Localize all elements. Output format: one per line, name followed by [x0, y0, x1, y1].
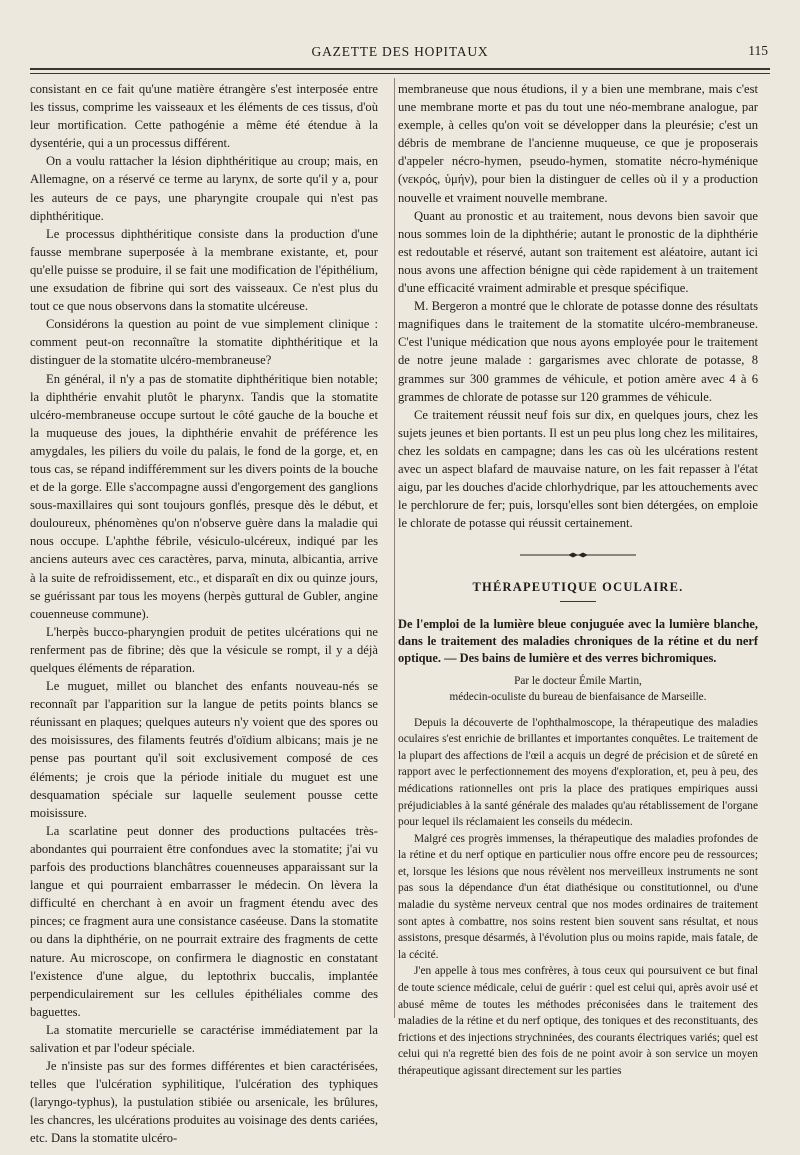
section-divider-ornament [398, 546, 758, 564]
running-title: GAZETTE DES HOPITAUX [311, 44, 489, 59]
paragraph: Malgré ces progrès immenses, la thérapeutique des maladies profondes de la rétine et du nerf optique en particulier nous offre encore peu de ressources; et, lorsque les lésions que nous révèlent nos merveilleux instruments ne sont pas sous la dépendance d'un état diathésique ou constitutionnel, ou d'une maladie du système nerveux central que nos modes ordinaires de traitement sont aptes à combattre, nos soins restent bien souvent sans résultat, et nous assistons, presque désarmés, à l'évolution plus ou moins rapide, mais fatale, de la cécité. [398, 832, 758, 961]
paragraph: Le processus diphthéritique consiste dans la production d'une fausse membrane superposée à la membrane existante, et, pour qu'elle puisse se produire, il se fait une modification de l'épithélium, une exsudation de fibrine qui sort des vaisseaux. Ce n'est plus du tout ce que nous observons dans la stomatite ulcéreuse. [30, 226, 378, 314]
section-rule [560, 601, 596, 602]
section-title: THÉRAPEUTIQUE OCULAIRE. [472, 580, 684, 595]
paragraph: membraneuse que nous étudions, il y a bien une membrane, mais c'est une membrane morte et pas du tout une néo-membrane analogue, par exemple, à celles qu'on voit se développer dans la pleurésie; c'est un débris de membrane de l'ancienne muqueuse, ce que je proposerais d'appeler nécro-hymen, pseudo-hymen, stomatite nécro-hyménique (νεκρός, ὑμήν), pour bien la distinguer de celles où il y a production nouvelle et vraiment nouvelle membrane. [398, 82, 758, 205]
paragraph: La stomatite mercurielle se caractérise immédiatement par la salivation et par l'odeur spéciale. [30, 1022, 378, 1055]
paragraph: consistant en ce fait qu'une matière étrangère s'est interposée entre les tissus, comprime les vaisseaux et les éléments de ces tissus, d'où leur mortification. Cette pathogénie a même été étendue à la dysentérie, qui a un processus différent. [30, 82, 378, 151]
paragraph: Le muguet, millet ou blanchet des enfants nouveau-nés se reconnaît par l'apparition sur la langue de petits points blancs se réunissant en plaques; quelques auteurs n'y voient que des spores ou des moisissures, des filaments feutrés d'oïdium albicans; mais je ne pense pas pourtant qu'il soit exclusivement composé de ces éléments; je crois que la période initiale du muguet est une desquamation spéciale sur laquelle seulement pousse cette moisissure. [30, 679, 378, 820]
article-byline: Par le docteur Émile Martin, [514, 674, 642, 687]
paragraph: La scarlatine peut donner des productions pultacées très-abondantes qui pourraient être confondues avec la stomatite; j'ai vu parfois des productions blanchâtres couenneuses apparaissant sur la langue et qui pourraient embarrasser le médecin. On lèvera la difficulté en cherchant à en avoir un fragment étendu avec des pinces; ce fragment aura une consistance caséeuse. Dans la stomatite ou dans la diphthérie, on ne pourrait extraire des fragments de cette nature. Au microscope, on confirmera le diagnostic en constatant l'existence d'une algue, du leptothrix buccalis, implantée perpendiculairement sur les cellules épithéliales comme des baguettes. [30, 823, 378, 1019]
left-column [30, 80, 378, 1148]
header-rule-thin [30, 73, 770, 74]
paragraph: Depuis la découverte de l'ophthalmoscope, la thérapeutique des maladies oculaires s'est enrichie de brillantes et importantes conquêtes. Le traitement de la plupart des affections de l'œil a acquis un degré de précision et de sûreté en rapport avec le perfectionnement des moyens d'exploration, et, peu à peu, des médications rationnelles ont pris la place des pratiques empiriques aussi préjudiciables à la santé générale des malades qu'au rétablissement de l'organe pour lequel ils réclamaient les conseils du médecin. [398, 716, 758, 829]
article-body [398, 715, 758, 1080]
article-title: De l'emploi de la lumière bleue conjuguée avec la lumière blanche, dans le traitement des maladies chroniques de la rétine et du nerf optique. — Des bains de lumière et des verres bichromiques. [398, 616, 758, 665]
paragraph: L'herpès bucco-pharyngien produit de petites ulcérations qui ne renferment pas de fibrine; dès que la vésicule se rompt, il y a déjà quelques éléments de réparation. [30, 624, 378, 675]
paragraph: En général, il n'y a pas de stomatite diphthéritique bien notable; la diphthérie envahit plutôt le pharynx. Tandis que la stomatite ulcéro-membraneuse occupe surtout le côté gauche de la bouche et la muqueuse des joues, la diphthérie envahit de préférence les amygdales, les piliers du voile du palais, le fond de la gorge, et, en tous cas, se répand indifféremment sur les divers points de la bouche et de la gorge. Elle s'accompagne aussi d'engorgement des ganglions sous-maxillaires qui sont toujours gonflés, presque dès le début, et douloureux, phénomènes qu'on n'observe guère dans la maladie qui nous occupe. L'aphthe fébrile, vésiculo-ulcéreux, indiqué par les anciens auteurs avec ces caractères, parva, minuta, albicantia, arrive à la suite de refroidissement, etc., et disparaît en dix ou quinze jours, se guérissant par tous les moyens (herpès guttural de Gubler, angine couenneuse commune). [30, 371, 378, 621]
header-rule-thick [30, 68, 770, 70]
paragraph: On a voulu rattacher la lésion diphthéritique au croup; mais, en Allemagne, on a réservé ce terme au larynx, de sorte qu'il y a, pour les auteurs de ce pays, une pharyngite croupale qui n'est pas diphthéritique. [30, 154, 378, 223]
paragraph: M. Bergeron a montré que le chlorate de potasse donne des résultats magnifiques dans le traitement de la stomatite ulcéro-membraneuse. C'est l'unique médication que nous ayons employée pour le traitement de notre jeune malade : gargarismes avec chlorate de potasse, 8 grammes sur 300 grammes de véhicule, et potion amère avec 4 à 6 grammes de chlorate de potasse sur 120 grammes de véhicule. [398, 299, 758, 404]
paragraph: J'en appelle à tous mes confrères, à tous ceux qui poursuivent ce but final de toute science médicale, celui de guérir : quel est celui qui, après avoir usé et abusé même de toutes les méthodes préconisées dans le traitement des maladies de la rétine et du nerf optique, des toniques et des reconstituants, des frictions et des injections strychninées, des courants électriques variés; quel est celui qui n'a regretté bien des fois de ne point avoir à son service un moyen thérapeutique agissant directement sur les parties [398, 965, 758, 1077]
paragraph: Ce traitement réussit neuf fois sur dix, en quelques jours, chez les sujets jeunes et bien portants. Il est un peu plus long chez les militaires, chez les soldats en campagne; dans les cas où les ulcérations restent avec un aspect blafard de mauvaise nature, on les fait repasser à l'état aigu, par les douches d'acide chlorhydrique, par les attouchements avec le perchlorure de fer; puis, lorsqu'elles sont bien détergées, on emploie le chlorate de potasse qui réussit certainement. [398, 407, 758, 531]
author-affiliation: médecin-oculiste du bureau de bienfaisance de Marseille. [449, 690, 707, 703]
paragraph: Considérons la question au point de vue simplement clinique : comment peut-on reconnaître la stomatite diphthéritique et la distinguer de la stomatite ulcéro-membraneuse? [30, 317, 378, 368]
paragraph: Quant au pronostic et au traitement, nous devons bien savoir que nous sommes loin de la diphthérie; autant le pronostic de la diphthérie est redoutable et réservé, autant son traitement est aléatoire, autant ici nous avons une affection bénigne qui cède rapidement à un traitement d'une efficacité vraiment admirable et presque spécifique. [398, 208, 758, 296]
paragraph: Je n'insiste pas sur des formes différentes et bien caractérisées, telles que l'ulcération syphilitique, l'ulcération des typhiques (laryngo-typhus), la pustulation stibiée ou arsenicale, les brûlures, les chancres, les ulcérations produites au voisinage des dents cariées, etc. Dans la stomatite ulcéro- [30, 1059, 378, 1146]
column-divider [394, 78, 395, 1018]
page-number: 115 [748, 43, 768, 58]
right-column [398, 80, 758, 1080]
